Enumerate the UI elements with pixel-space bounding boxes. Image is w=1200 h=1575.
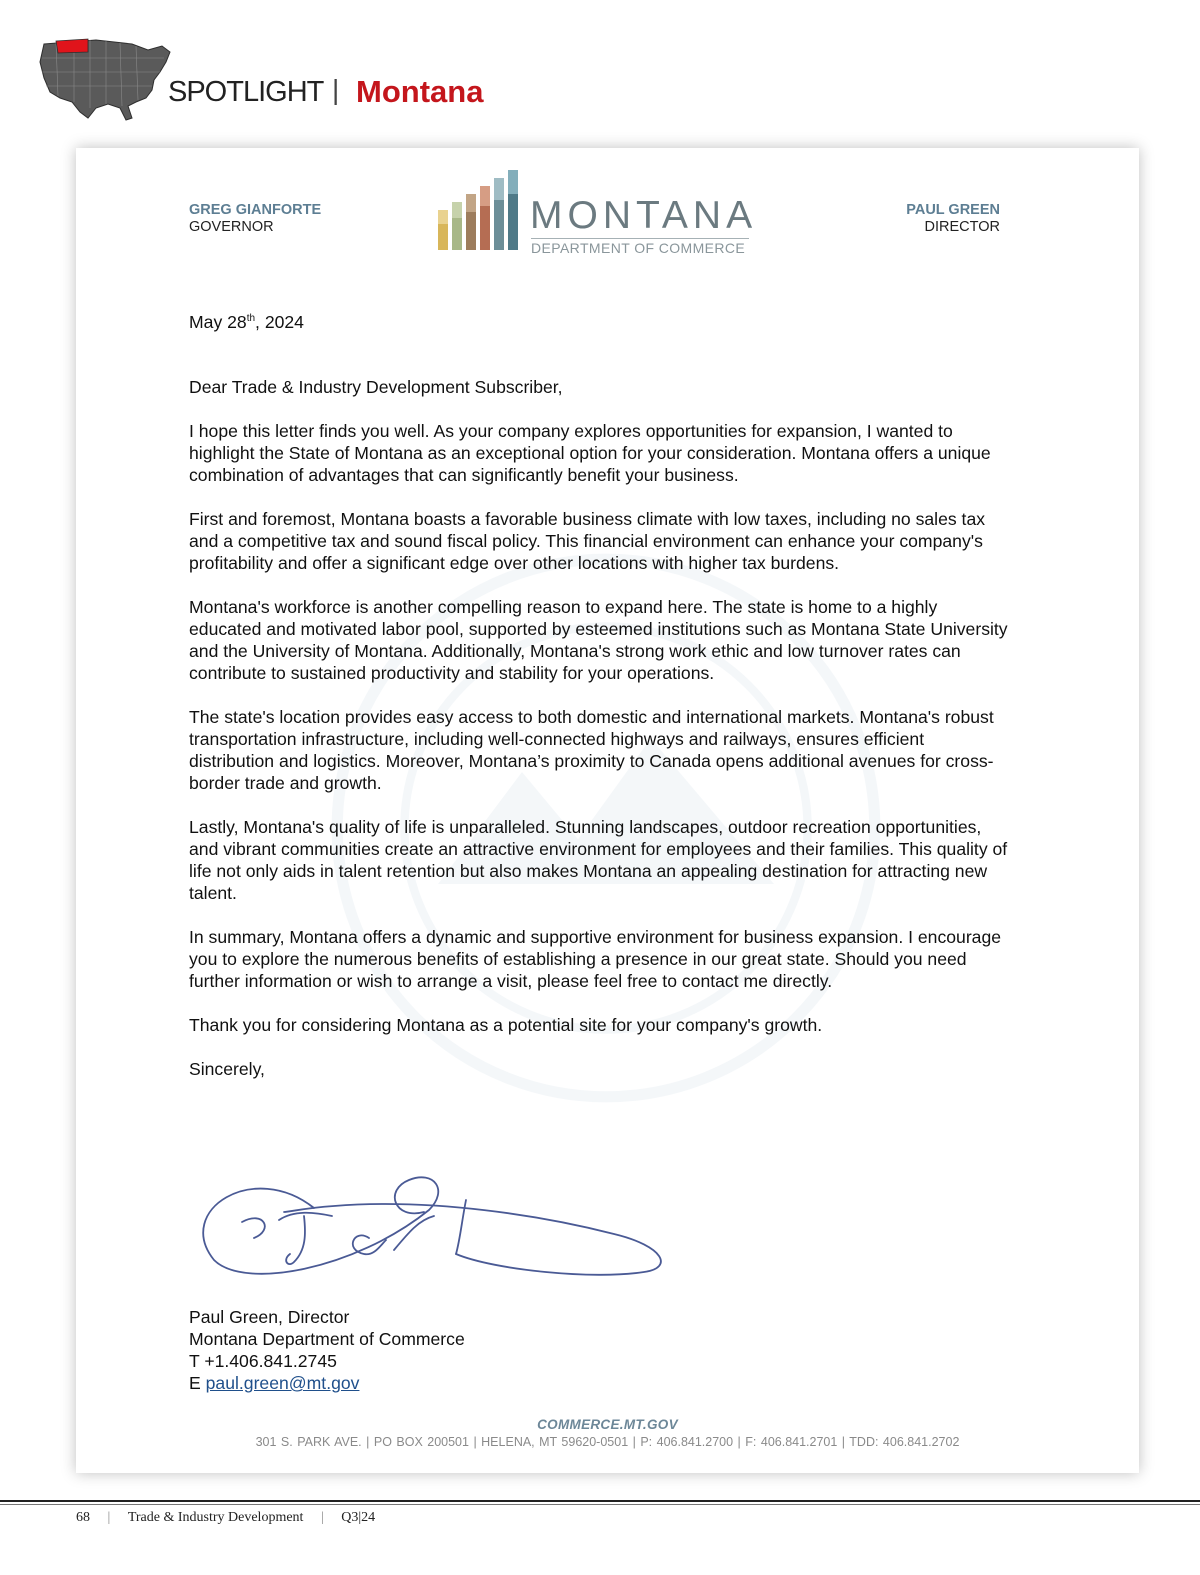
- email-label: E: [189, 1373, 201, 1393]
- letter-closing: Sincerely,: [189, 1058, 265, 1079]
- signature: [194, 1150, 664, 1290]
- logo-bars-icon: [436, 166, 528, 256]
- email-link[interactable]: paul.green@mt.gov: [205, 1373, 360, 1393]
- spotlight-header: [30, 28, 550, 128]
- signer-phone-line: [189, 1350, 465, 1372]
- director-name: PAUL GREEN: [906, 202, 1000, 218]
- governor-title: GOVERNOR: [189, 219, 274, 235]
- us-map-icon: [36, 32, 176, 124]
- logo-wordmark: MONTANA: [530, 194, 758, 237]
- paragraph: I hope this letter finds you well. As your company explores opportunities for expansion, I wanted to highlight the State of Montana as an exceptional option for your consideration. Montana offers a unique combination of advantages that can significantly benefit your business.: [189, 420, 991, 485]
- footer-address: 301 S. PARK AVE. | PO BOX 200501 | HELENA, MT 59620-0501 | P: 406.841.2700 | F: 406.841.2701 | TDD: 406.841.2702: [255, 1435, 960, 1449]
- signer-organization: Montana Department of Commerce: [189, 1329, 465, 1349]
- paragraph: In summary, Montana offers a dynamic and supportive environment for business expansion. I encourage you to explore the numerous benefits of establishing a presence in our great state. Should you need further information or wish to arrange a visit, please feel free to contact me directly.: [189, 926, 1002, 991]
- footer-separator: |: [107, 1510, 111, 1525]
- letter-date: [189, 308, 1009, 333]
- paragraph: Lastly, Montana's quality of life is unparalleled. Stunning landscapes, outdoor recreation opportunities, and vibrant communities create an attractive environment for employees and their families. This quality of life not only aids in talent retention but also makes Montana an appealing destination for attracting new talent.: [189, 816, 1008, 903]
- governor-block: [189, 202, 321, 236]
- date-year: , 2024: [255, 311, 304, 332]
- phone-number: +1.406.841.2745: [204, 1351, 337, 1371]
- letter-card: [76, 148, 1139, 1473]
- director-title: DIRECTOR: [924, 219, 1000, 235]
- signer-email-line: [189, 1372, 465, 1394]
- footer-url[interactable]: COMMERCE.MT.GOV: [537, 1417, 678, 1432]
- page-number: 68: [76, 1510, 90, 1525]
- signer-name: Paul Green, Director: [189, 1307, 350, 1327]
- header-separator: |: [332, 74, 340, 105]
- paragraph: Montana's workforce is another compelling reason to expand here. The state is home to a highly educated and motivated labor pool, supported by esteemed institutions such as Montana State University and the University of Montana. Additionally, Montana's strong work ethic and low turnover rates can contribute to sustained productivity and stability for your operations.: [189, 596, 1008, 683]
- director-block: [906, 202, 1000, 236]
- phone-label: T: [189, 1351, 200, 1371]
- page-footer: [76, 1510, 375, 1526]
- date-main: May 28: [189, 311, 247, 332]
- footer-separator: |: [320, 1510, 324, 1525]
- publication-name: Trade & Industry Development: [127, 1510, 304, 1525]
- paragraph: First and foremost, Montana boasts a favorable business climate with low taxes, including no sales tax and a competitive tax and sound fiscal policy. This financial environment can enhance your company's profitability and offer a significant edge over other locations with higher tax burdens.: [189, 508, 986, 573]
- paragraph: The state's location provides easy access to both domestic and international markets. Montana's robust transportation infrastructure, including well-connected highways and railways, ensures efficient distribution and logistics. Moreover, Montana’s proximity to Canada opens additional avenues for cross-border trade and growth.: [189, 706, 994, 793]
- letter-greeting: Dear Trade & Industry Development Subscriber,: [189, 376, 563, 397]
- issue-label: Q3|24: [341, 1510, 376, 1525]
- commerce-logo: [436, 166, 758, 256]
- date-ordinal: th: [246, 313, 256, 324]
- letter-body: [189, 308, 1009, 1080]
- logo-subtitle: DEPARTMENT OF COMMERCE: [531, 238, 749, 256]
- paragraph: Thank you for considering Montana as a potential site for your company's growth.: [189, 1014, 823, 1035]
- page-divider-thin: [0, 1504, 1200, 1505]
- state-name: Montana: [356, 74, 484, 109]
- governor-name: GREG GIANFORTE: [189, 202, 322, 218]
- section-label: SPOTLIGHT: [168, 76, 324, 108]
- signature-block: [189, 1306, 465, 1394]
- page-divider: [0, 1500, 1200, 1502]
